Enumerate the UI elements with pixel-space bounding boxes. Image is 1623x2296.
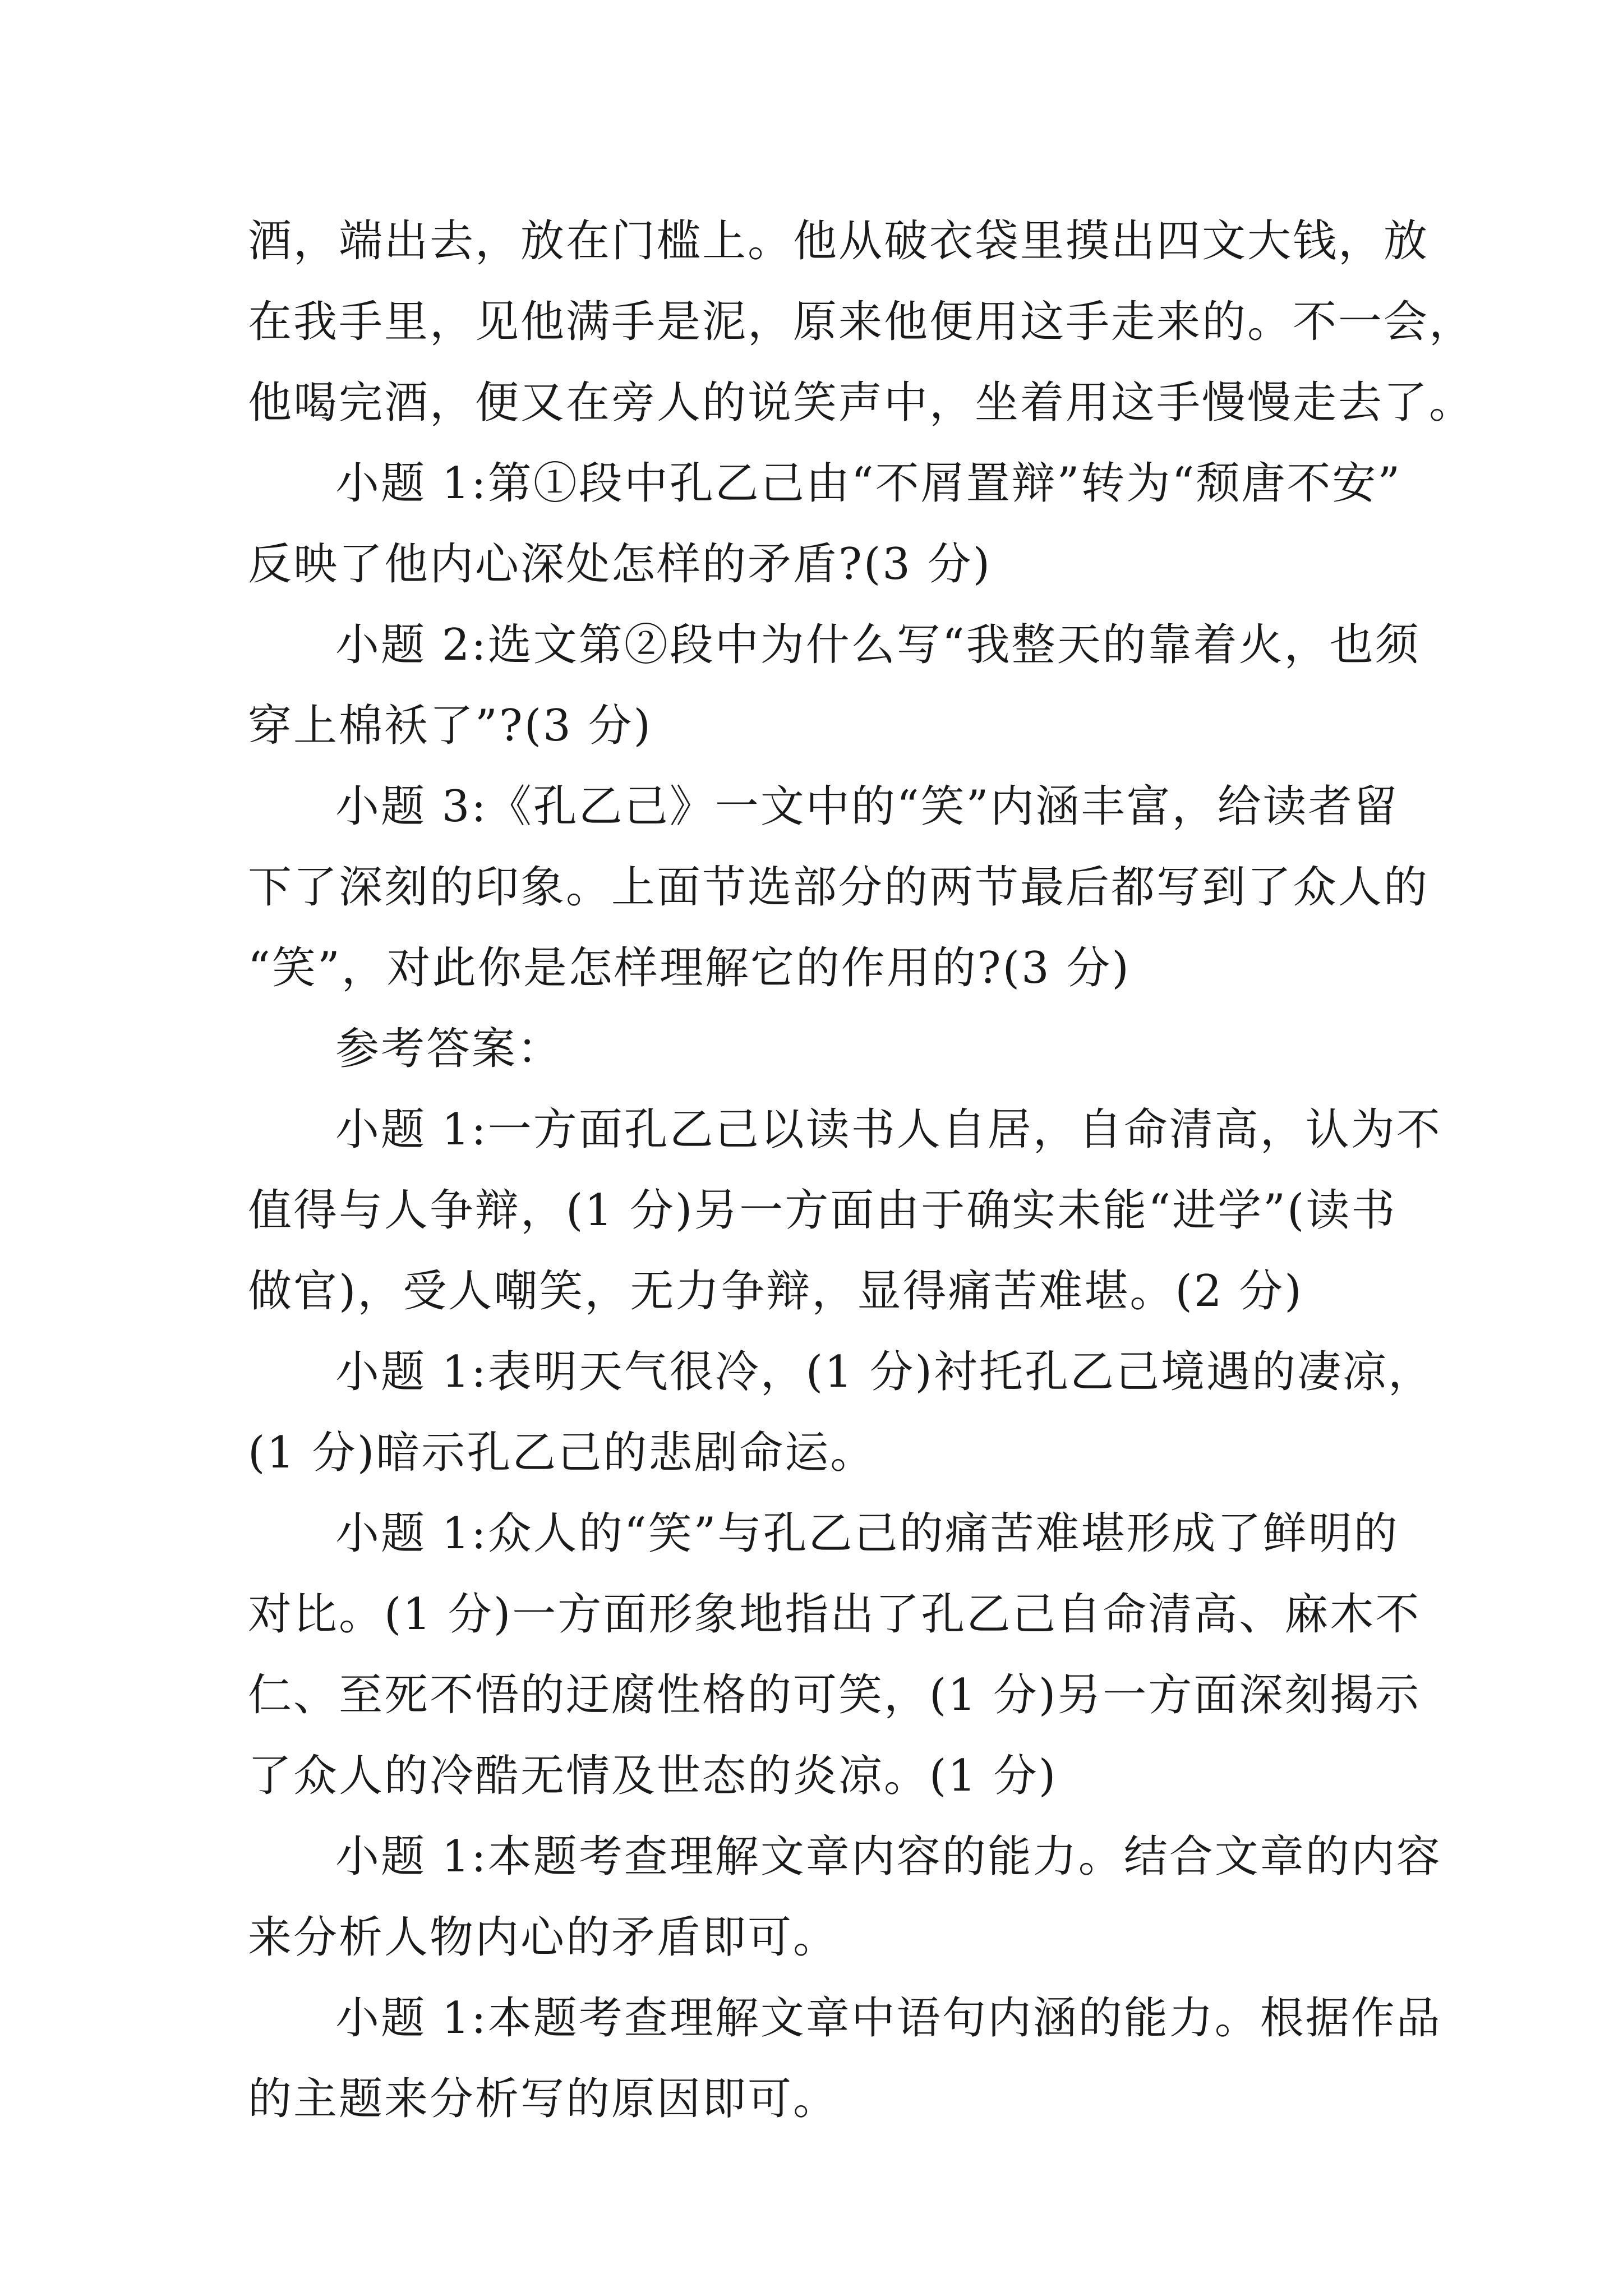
answer-5 (248, 1978, 1442, 2139)
answer-line: 仁、至死不悟的迂腐性格的可笑，(1 分)另一方面深刻揭示 (248, 1670, 1421, 1720)
question-line: 反映了他内心深处怎样的矛盾?(3 分) (248, 539, 992, 590)
question-line: 小题 1:第①段中孔乙己由“不屑置辩”转为“颓唐不安” (335, 458, 1402, 509)
answer-heading-text: 参考答案： (335, 1024, 563, 1074)
question-line: 下了深刻的印象。上面节选部分的两节最后都写到了众人的 (248, 862, 1430, 913)
question-3 (248, 766, 1430, 1009)
question-line: 小题 3:《孔乙己》一文中的“笑”内涵丰富，给读者留 (335, 781, 1399, 832)
answer-line: 了众人的冷酷无情及世态的炎凉。(1 分) (248, 1751, 1058, 1801)
answer-1 (248, 1089, 1442, 1332)
answer-line: 对比。(1 分)一方面形象地指出了孔乙己自命清高、麻木不 (248, 1589, 1421, 1640)
question-line: 穿上棉袄了”?(3 分) (248, 701, 652, 751)
answer-line: 小题 1:一方面孔乙己以读书人自居，自命清高，认为不 (335, 1105, 1442, 1155)
answer-heading (248, 1009, 1392, 1089)
passage-line: 酒，端出去，放在门槛上。他从破衣袋里摸出四文大钱，放 (248, 216, 1430, 266)
question-line: 小题 2:选文第②段中为什么写“我整天的靠着火，也须 (335, 620, 1421, 670)
answer-2 (248, 1332, 1433, 1493)
passage-tail-paragraph (248, 201, 1475, 443)
answer-line: 的主题来分析写的原因即可。 (248, 2074, 839, 2124)
question-1 (248, 443, 1402, 605)
question-line: “笑”，对此你是怎样理解它的作用的?(3 分) (248, 943, 1131, 993)
answer-line: 小题 1:表明天气很冷，(1 分)衬托孔乙己境遇的凄凉， (335, 1347, 1433, 1397)
document-page (248, 201, 1475, 2139)
passage-line: 在我手里，见他满手是泥，原来他便用这手走来的。不一会， (248, 297, 1475, 347)
answer-line: 来分析人物内心的矛盾即可。 (248, 1912, 839, 1963)
answer-3 (248, 1493, 1421, 1816)
question-2 (248, 605, 1421, 766)
answer-line: 小题 1:本题考查理解文章内容的能力。结合文章的内容 (335, 1832, 1442, 1882)
answer-line: (1 分)暗示孔乙己的悲剧命运。 (248, 1428, 876, 1478)
answer-line: 做官)，受人嘲笑，无力争辩，显得痛苦难堪。(2 分) (248, 1266, 1303, 1317)
answer-line: 小题 1:众人的“笑”与孔乙己的痛苦难堪形成了鲜明的 (335, 1508, 1399, 1559)
passage-line: 他喝完酒，便又在旁人的说笑声中，坐着用这手慢慢走去了。 (248, 378, 1475, 428)
answer-line: 小题 1:本题考查理解文章中语句内涵的能力。根据作品 (335, 1993, 1442, 2044)
answer-line: 值得与人争辩，(1 分)另一方面由于确实未能“进学”(读书 (248, 1185, 1397, 1236)
answer-4 (248, 1816, 1442, 1978)
